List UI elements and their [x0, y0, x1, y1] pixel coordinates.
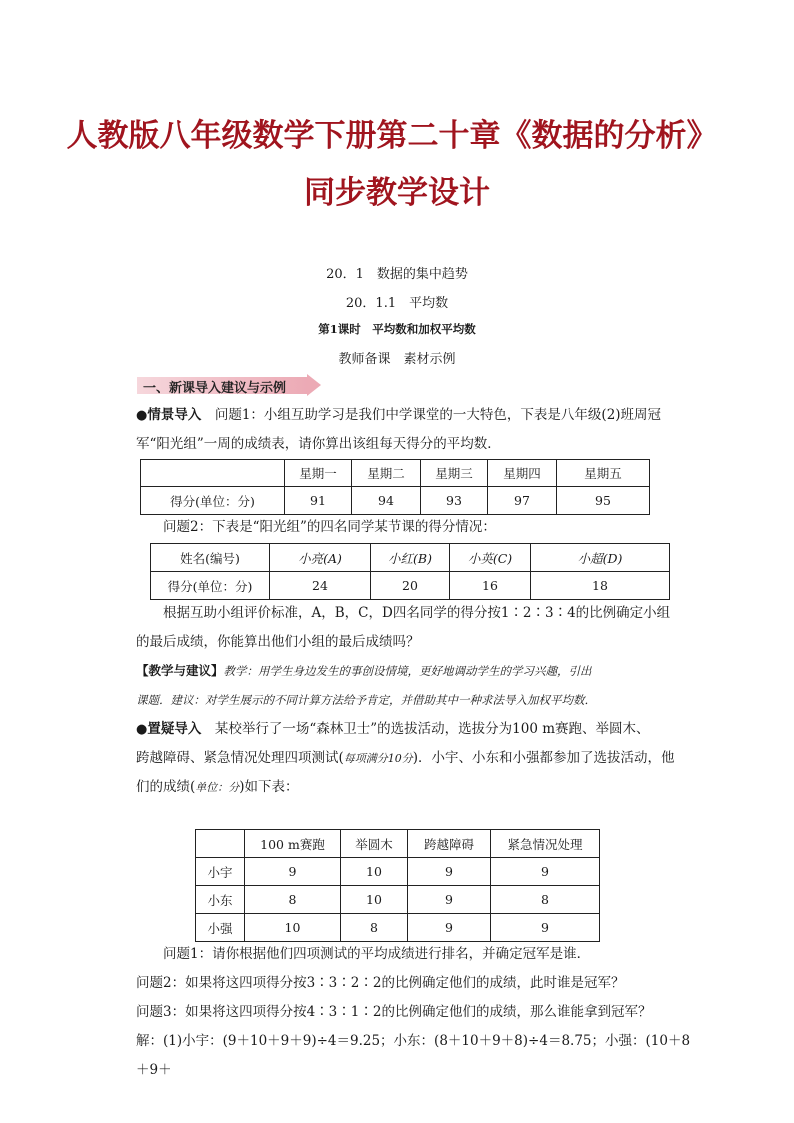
intro2-line1: 某校举行了一场“森林卫士”的选拔活动，选拔分为100 m赛跑、举圆木、 — [201, 721, 650, 737]
table-cell: 小超(D) — [531, 544, 670, 572]
table-cell: 97 — [488, 487, 557, 515]
table-cell: 100 m赛跑 — [245, 830, 341, 858]
table-cell: 9 — [408, 886, 491, 914]
table-row — [196, 914, 600, 942]
document-title-line2: 同步教学设计 — [304, 175, 490, 211]
bullet-icon: ● — [136, 408, 148, 423]
solution-line: 解：(1)小宇：(9＋10＋9＋9)÷4＝9.25；小东：(8＋10＋9＋8)÷4＝8.75；小强：(10＋8＋9＋ — [136, 1033, 691, 1078]
subsection-heading: 20．1.1 平均数 — [345, 296, 449, 311]
ratio-line1: 根据互助小组评价标准，A，B，C，D四名同学的得分按1∶2∶3∶4的比例确定小组 — [163, 605, 671, 621]
table-cell: 18 — [531, 572, 670, 600]
table-cell: 10 — [341, 858, 408, 886]
table-cell: 小东 — [196, 886, 245, 914]
advice-line2: 课题．建议：对学生展示的不同计算方法给予肯定，并借助其中一种求法导入加权平均数． — [136, 693, 596, 707]
question-2: 问题2：如果将这四项得分按3∶3∶2∶2的比例确定他们的成绩，此时谁是冠军？ — [136, 975, 625, 991]
table-cell: 16 — [450, 572, 531, 600]
table-row — [151, 572, 670, 600]
intro1-line1: 问题1：小组互助学习是我们中学课堂的一大特色，下表是八年级(2)班周冠 — [201, 407, 662, 423]
table-cell: 91 — [285, 487, 352, 515]
table-cell: 9 — [408, 858, 491, 886]
advice-line1: 教学：用学生身边发生的事创设情境，更好地调动学生的学习兴趣，引出 — [223, 664, 592, 678]
banner-arrow-icon — [307, 374, 321, 396]
table-cell: 姓名(编号) — [151, 544, 270, 572]
table-cell: 9 — [408, 914, 491, 942]
table-cell: 9 — [245, 858, 341, 886]
table-weekly-scores — [140, 459, 650, 515]
table-cell: 跨越障碍 — [408, 830, 491, 858]
bullet-icon: ● — [136, 722, 148, 737]
intro-paragraph-1 — [136, 401, 696, 459]
table-cell: 小英(C) — [450, 544, 531, 572]
table-cell: 小强 — [196, 914, 245, 942]
intro2-line2-note: 每项满分10分 — [343, 752, 413, 765]
table-header-row — [151, 544, 670, 572]
table-cell: 星期三 — [421, 460, 488, 487]
table-cell: 小红(B) — [371, 544, 450, 572]
table-cell: 20 — [371, 572, 450, 600]
banner-label: 一、新课导入建议与示例 — [143, 381, 287, 396]
table-cell: 星期四 — [488, 460, 557, 487]
intro2-line2-end: )．小宇、小东和小强都参加了选拔活动，他 — [412, 750, 675, 766]
intro2-line3-start: 们的成绩( — [136, 779, 196, 795]
table-header-row — [141, 460, 650, 487]
table-cell: 8 — [341, 914, 408, 942]
table-cell: 9 — [491, 858, 600, 886]
table-student-scores — [150, 543, 670, 600]
table-cell: 小宇 — [196, 858, 245, 886]
question-3: 问题3：如果将这四项得分按4∶3∶1∶2的比例确定他们的成绩，那么谁能拿到冠军？ — [136, 1004, 652, 1020]
intro1-line2: 军“阳光组”一周的成绩表，请你算出该组每天得分的平均数． — [136, 436, 501, 452]
table-cell: 星期一 — [285, 460, 352, 487]
section-banner — [137, 374, 332, 396]
material-heading: 教师备课 素材示例 — [338, 352, 456, 367]
ratio-line2: 的最后成绩，你能算出他们小组的最后成绩吗？ — [136, 634, 420, 650]
table-cell: 10 — [245, 914, 341, 942]
table-cell: 得分(单位：分) — [141, 487, 285, 515]
questions-block — [136, 940, 696, 1085]
table-competition-scores — [195, 829, 600, 942]
intro2-label: 置疑导入 — [147, 721, 202, 737]
table-cell: 93 — [421, 487, 488, 515]
table-cell: 24 — [270, 572, 371, 600]
intro1-label: 情景导入 — [147, 407, 202, 423]
table-header-row — [196, 830, 600, 858]
lesson-heading: 第1课时 平均数和加权平均数 — [318, 322, 476, 336]
table-cell: 8 — [491, 886, 600, 914]
table-cell — [141, 460, 285, 487]
table-cell: 举圆木 — [341, 830, 408, 858]
intro-paragraph-2 — [136, 715, 696, 802]
table-cell: 10 — [341, 886, 408, 914]
table-row — [196, 886, 600, 914]
advice-label: 【教学与建议】 — [136, 663, 224, 678]
table-row — [196, 858, 600, 886]
intro2-line3-end: )如下表： — [239, 779, 299, 795]
table-cell: 小亮(A) — [270, 544, 371, 572]
table-cell: 9 — [491, 914, 600, 942]
section-heading: 20．1 数据的集中趋势 — [326, 267, 468, 282]
question-1: 问题1：请你根据他们四项测试的平均成绩进行排名，并确定冠军是谁． — [163, 946, 591, 962]
table-cell: 94 — [352, 487, 421, 515]
table-row — [141, 487, 650, 515]
ratio-paragraph — [136, 599, 696, 657]
table-cell — [196, 830, 245, 858]
question2-text: 问题2：下表是“阳光组”的四名同学某节课的得分情况： — [163, 519, 496, 535]
intro2-line2-start: 跨越障碍、紧急情况处理四项测试( — [136, 750, 344, 766]
table-cell: 8 — [245, 886, 341, 914]
table-cell: 星期二 — [352, 460, 421, 487]
table-cell: 得分(单位：分) — [151, 572, 270, 600]
document-title-line1: 人教版八年级数学下册第二十章《数据的分析》 — [66, 118, 718, 154]
table-cell: 紧急情况处理 — [491, 830, 600, 858]
teaching-advice — [136, 656, 696, 715]
table-cell: 95 — [557, 487, 650, 515]
table-cell: 星期五 — [557, 460, 650, 487]
intro2-line3-note: 单位：分 — [195, 781, 240, 794]
